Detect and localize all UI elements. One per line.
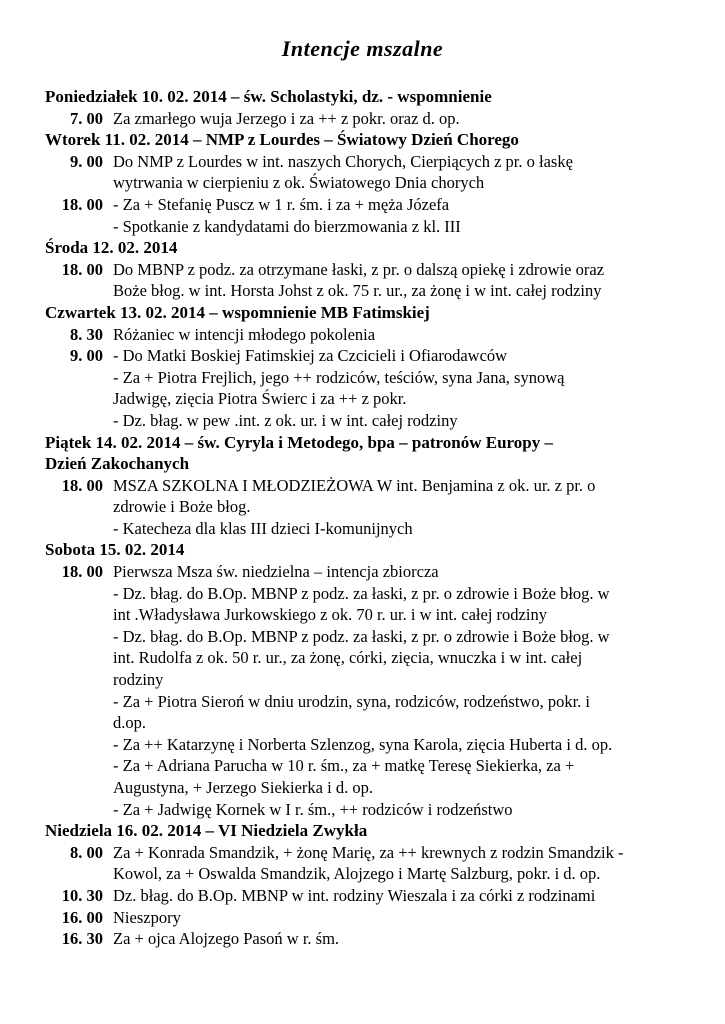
mass-time: 18. 00 [61, 562, 103, 582]
day-block [45, 129, 685, 237]
intention-line: - Dz. błag. do B.Op. MBNP z podz. za łaski, z pr. o zdrowie i Boże błog. w [113, 626, 610, 646]
intention-line: int. Rudolfa z ok. 50 r. ur., za żonę, córki, zięcia, wnuczka i w int. całej [113, 648, 583, 668]
page-title: Intencje mszalne [281, 36, 444, 61]
intention-line: Za + ojca Alojzego Pasoń w r. śm. [113, 929, 340, 949]
intention-text [113, 194, 685, 237]
intention-text [113, 907, 685, 929]
intention-line: int .Władysława Jurkowskiego z ok. 70 r. ur. i w int. całej rodziny [113, 605, 547, 625]
intention-text [113, 259, 685, 302]
intention-line: Kowol, za + Oswalda Smandzik, Alojzego i Martę Salzburg, pokr. i d. op. [113, 864, 601, 884]
intention-line: zdrowie i Boże błog. [113, 497, 251, 517]
intention-entry [45, 928, 685, 950]
mass-time: 9. 00 [70, 346, 103, 366]
intention-line: Różaniec w intencji młodego pokolenia [113, 324, 376, 344]
intention-line: Jadwigę, zięcia Piotra Świerc i za ++ z pokr. [113, 389, 407, 409]
intention-line: Do NMP z Lourdes w int. naszych Chorych, Cierpiących z pr. o łaskę [113, 151, 573, 171]
day-heading: Piątek 14. 02. 2014 – św. Cyryla i Metodego, bpa – patronów Europy – [45, 432, 553, 452]
day-block [45, 86, 685, 129]
intention-entry [45, 151, 685, 194]
intention-line: Do MBNP z podz. za otrzymane łaski, z pr. o dalszą opiekę i zdrowie oraz [113, 259, 605, 279]
intention-entry [45, 561, 685, 820]
intention-line: - Za + Stefanię Puscz w 1 r. śm. i za + męża Józefa [113, 194, 450, 214]
intention-entry [45, 259, 685, 302]
intention-text [113, 151, 685, 194]
intention-line: - Spotkanie z kandydatami do bierzmowania z kl. III [113, 216, 461, 236]
intention-entry [45, 907, 685, 929]
intention-entry [45, 842, 685, 885]
intention-line: - Za + Piotra Frejlich, jego ++ rodziców, teściów, syna Jana, synową [113, 367, 565, 387]
mass-time: 18. 00 [61, 475, 103, 495]
intention-entry [45, 324, 685, 346]
intention-text [113, 561, 685, 820]
day-heading: Dzień Zakochanych [45, 454, 190, 474]
intention-text [113, 885, 685, 907]
mass-time: 8. 00 [70, 842, 103, 862]
intention-line: - Katecheza dla klas III dzieci I-komunijnych [113, 518, 413, 538]
day-block [45, 302, 685, 432]
intention-line: Pierwsza Msza św. niedzielna – intencja zbiorcza [113, 562, 439, 582]
intention-line: wytrwania w cierpieniu z ok. Światowego Dnia chorych [113, 173, 485, 193]
mass-time: 18. 00 [61, 259, 103, 279]
intention-line: d.op. [113, 713, 146, 733]
intention-entry [45, 194, 685, 237]
day-heading: Wtorek 11. 02. 2014 – NMP z Lourdes – Światowy Dzień Chorego [45, 130, 519, 150]
mass-time: 9. 00 [70, 151, 103, 171]
intention-line: Za + Konrada Smandzik, + żonę Marię, za ++ krewnych z rodzin Smandzik - [113, 842, 624, 862]
intention-line: - Za + Piotra Sieroń w dniu urodzin, syna, rodziców, rodzeństwo, pokr. i [113, 691, 591, 711]
day-block [45, 539, 685, 820]
intention-line: - Za + Adriana Parucha w 10 r. śm., za + matkę Teresę Siekierka, za + [113, 756, 575, 776]
intention-entry [45, 475, 685, 540]
day-heading: Poniedziałek 10. 02. 2014 – św. Scholastyki, dz. - wspomnienie [45, 87, 492, 106]
intention-text [113, 108, 685, 130]
mass-time: 16. 00 [61, 907, 103, 927]
intention-text [113, 842, 685, 885]
intention-line: Za zmarłego wuja Jerzego i za ++ z pokr. oraz d. op. [113, 108, 460, 128]
day-heading: Środa 12. 02. 2014 [45, 238, 178, 258]
intention-line: - Za + Jadwigę Kornek w I r. śm., ++ rodziców i rodzeństwo [113, 799, 513, 819]
intention-text [113, 475, 685, 540]
intention-line: rodziny [113, 670, 164, 690]
intention-line: MSZA SZKOLNA I MŁODZIEŻOWA W int. Benjamina z ok. ur. z pr. o [113, 475, 596, 495]
mass-time: 7. 00 [70, 108, 103, 128]
day-heading: Sobota 15. 02. 2014 [45, 540, 185, 560]
intention-line: - Do Matki Boskiej Fatimskiej za Czcicieli i Ofiarodawców [113, 346, 508, 366]
intention-text [113, 324, 685, 346]
intention-line: - Za ++ Katarzynę i Norberta Szlenzog, syna Karola, zięcia Huberta i d. op. [113, 734, 613, 754]
intention-entry [45, 345, 685, 431]
intention-line: - Dz. błag. w pew .int. z ok. ur. i w int. całej rodziny [113, 410, 458, 430]
intention-line: Dz. błag. do B.Op. MBNP w int. rodziny Wieszala i za córki z rodzinami [113, 885, 596, 905]
mass-time: 10. 30 [61, 885, 103, 905]
day-heading: Niedziela 16. 02. 2014 – VI Niedziela Zwykła [45, 821, 368, 841]
mass-time: 8. 30 [70, 324, 103, 344]
day-block [45, 820, 685, 950]
intention-line: Boże błog. w int. Horsta Johst z ok. 75 r. ur., za żonę i w int. całej rodziny [113, 281, 602, 301]
mass-time: 18. 00 [61, 194, 103, 214]
day-block [45, 432, 685, 540]
mass-time: 16. 30 [61, 929, 103, 949]
intention-line: Augustyna, + Jerzego Siekierka i d. op. [113, 778, 373, 797]
day-heading: Czwartek 13. 02. 2014 – wspomnienie MB Fatimskiej [45, 302, 430, 322]
day-block [45, 237, 685, 302]
intention-line: - Dz. błag. do B.Op. MBNP z podz. za łaski, z pr. o zdrowie i Boże błog. w [113, 583, 610, 603]
intention-line: Nieszpory [113, 907, 181, 927]
intention-text [113, 928, 685, 950]
intention-entry [45, 885, 685, 907]
intention-entry [45, 108, 685, 130]
mass-intentions-list [45, 86, 685, 950]
intention-text [113, 345, 685, 431]
